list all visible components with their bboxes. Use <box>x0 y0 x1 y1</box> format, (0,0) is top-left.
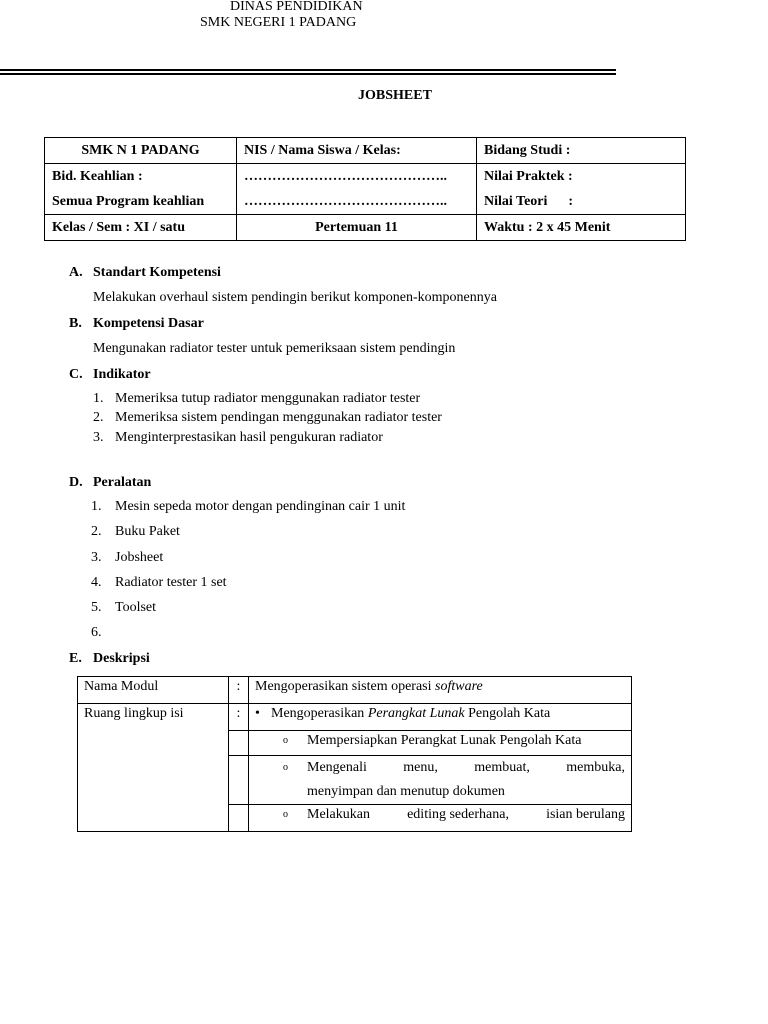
word: membuka, <box>566 760 625 775</box>
bullet-icon: • <box>255 706 260 721</box>
student-blank-line-1: …………………………………….. <box>237 164 477 190</box>
sub-item-cell <box>249 756 632 805</box>
meeting-cell: Pertemuan 11 <box>237 215 477 241</box>
section-b-heading <box>69 316 204 332</box>
item-text: Jobsheet <box>115 550 164 565</box>
section-title: Standart Kompetensi <box>93 265 221 280</box>
section-a-text: Melakukan overhaul sistem pendingin berikut komponen-komponennya <box>93 290 497 305</box>
item-number: 4. <box>91 575 102 590</box>
section-letter: E. <box>69 651 82 666</box>
section-letter: B. <box>69 316 82 331</box>
scope-bullet-italic: Perangkat Lunak <box>367 706 465 721</box>
sub-item-justified-line <box>307 756 625 780</box>
module-value-text: Mengoperasikan sistem operasi <box>255 679 436 694</box>
section-title: Peralatan <box>93 475 152 490</box>
word: membuat, <box>474 760 530 775</box>
info-table <box>44 137 686 241</box>
section-d-heading <box>69 475 151 491</box>
item-text: Menginterprestasikan hasil pengukuran radiator <box>115 430 383 445</box>
module-value-italic: software <box>435 679 483 694</box>
word: Mengenali <box>307 760 367 775</box>
sub-item-text: menyimpan dan menutup dokumen <box>307 784 505 799</box>
section-title: Deskripsi <box>93 651 150 666</box>
equipment-item <box>91 499 406 515</box>
expertise-label-cell: Bid. Keahlian : <box>45 164 237 190</box>
indicator-item <box>93 430 383 446</box>
field-of-study-cell: Bidang Studi : <box>477 138 686 164</box>
sub-item-cell <box>249 805 632 832</box>
item-text: Memeriksa tutup radiator menggunakan radiator tester <box>115 391 421 406</box>
header-rule-bottom <box>0 73 616 75</box>
theory-score-cell: Nilai Teori : <box>477 189 686 215</box>
item-number: 3. <box>91 550 102 565</box>
word: editing sederhana, <box>407 807 509 822</box>
class-semester-cell: Kelas / Sem : XI / satu <box>45 215 237 241</box>
expertise-value-cell: Semua Program keahlian <box>45 189 237 215</box>
section-e-heading <box>69 651 150 667</box>
item-text: Toolset <box>115 600 157 615</box>
school-cell: SMK N 1 PADANG <box>45 138 237 164</box>
desc-row-scope <box>78 704 632 731</box>
description-table <box>77 676 632 832</box>
item-text: Buku Paket <box>115 524 180 539</box>
equipment-item <box>91 524 180 540</box>
empty-colon-cell <box>229 731 249 756</box>
colon-cell: : <box>229 677 249 704</box>
sub-bullet-icon: o <box>283 735 288 746</box>
word: isian berulang <box>546 807 625 822</box>
scope-bullet-text-end: Pengolah Kata <box>464 706 551 721</box>
document-title: JOBSHEET <box>358 88 432 103</box>
empty-colon-cell <box>229 805 249 832</box>
time-cell: Waktu : 2 x 45 Menit <box>477 215 686 241</box>
item-number: 1. <box>91 499 102 514</box>
word: Melakukan <box>307 807 370 822</box>
item-number: 3. <box>93 430 104 445</box>
sub-item-cell <box>249 731 632 756</box>
sub-item-justified-line <box>307 805 625 825</box>
equipment-item <box>91 550 164 566</box>
scope-bullet-cell <box>249 704 632 731</box>
info-row <box>45 164 686 190</box>
section-c-heading <box>69 367 151 383</box>
item-text: Radiator tester 1 set <box>115 575 227 590</box>
scope-label-cell: Ruang lingkup isi <box>78 704 229 832</box>
item-text: Memeriksa sistem pendingan menggunakan radiator tester <box>115 410 442 425</box>
module-label-cell: Nama Modul <box>78 677 229 704</box>
info-row <box>45 138 686 164</box>
module-value-cell <box>249 677 632 704</box>
item-number: 1. <box>93 391 104 406</box>
equipment-item <box>91 600 157 616</box>
desc-row-module <box>78 677 632 704</box>
item-text: Mesin sepeda motor dengan pendinginan cair 1 unit <box>115 499 406 514</box>
empty-colon-cell <box>229 756 249 805</box>
section-letter: A. <box>69 265 83 280</box>
section-letter: D. <box>69 475 83 490</box>
section-a-heading <box>69 265 221 281</box>
section-letter: C. <box>69 367 83 382</box>
item-number: 2. <box>93 410 104 425</box>
practice-score-cell: Nilai Praktek : <box>477 164 686 190</box>
equipment-item <box>91 575 227 591</box>
indicator-item <box>93 391 421 407</box>
scope-bullet-text: Mengoperasikan <box>271 706 368 721</box>
student-label-cell: NIS / Nama Siswa / Kelas: <box>237 138 477 164</box>
section-title: Indikator <box>93 367 151 382</box>
section-b-text: Mengunakan radiator tester untuk pemeriksaan sistem pendingin <box>93 341 456 356</box>
sub-item-text: Mempersiapkan Perangkat Lunak Pengolah Kata <box>307 733 582 749</box>
agency-name: DINAS PENDIDIKAN <box>230 0 363 14</box>
item-number: 2. <box>91 524 102 539</box>
school-name: SMK NEGERI 1 PADANG <box>200 15 357 30</box>
word: menu, <box>403 760 438 775</box>
student-blank-line-2: …………………………………….. <box>237 189 477 215</box>
info-row <box>45 215 686 241</box>
info-row <box>45 189 686 215</box>
section-title: Kompetensi Dasar <box>93 316 204 331</box>
sub-bullet-icon: o <box>283 762 288 773</box>
header-rule-top <box>0 69 616 71</box>
item-number: 6. <box>91 625 102 640</box>
sub-bullet-icon: o <box>283 809 288 820</box>
colon-cell: : <box>229 704 249 731</box>
indicator-item <box>93 410 442 426</box>
item-number: 5. <box>91 600 102 615</box>
